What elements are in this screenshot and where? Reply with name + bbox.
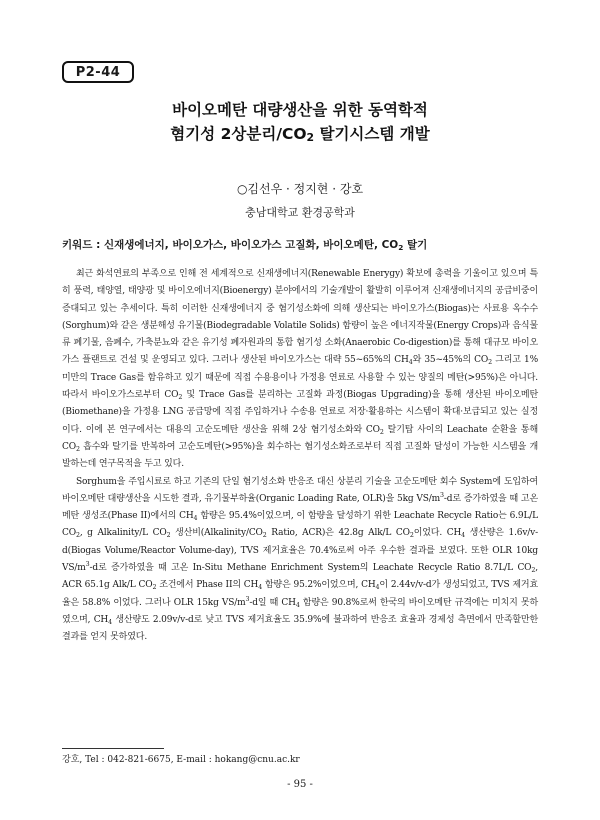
abstract-paragraph-1: 최근 화석연료의 부족으로 인해 전 세계적으로 신재생에너지(Renewable Enerygy) 확보에 총력을 기울이고 있으며 특히 풍력, 태양열, 태양광 및 바이오에너지(Bioenergy) 분야에서의 기술개발이 활발히 이루어져 신재생에너지의 공급비중이 증대되고 있는 추세이다. 특히 이러한 신재생에너지 중 혐기성소화에 의해 생산되는 바이오가스(Biogas)는 사료용 옥수수(Sorghum)와 같은 생분해성 유기물(Biodegradable Volatile Solids) 함량이 높은 에너지작물(Energy Crops)과 음식물류 폐기물, 음폐수, 가축분뇨와 같은 유기성 폐자원과의 통합 혐기성 소화(Anaerobic Co-digestion)를 통해 대규모 바이오가스 플랜트로 건설 및 운영되고 있다. 그러나 생산된 바이오가스는 대략 55~65%의 $CH_4$와 35~45%의 $CO_2$ 그리고 1% 미만의 Trace Gas를 함유하고 있기 때문에 직접 수용용이나 가정용 연료로 사용할 수 있는 양질의 메탄(>95%)은 아니다. 따라서 바이오가스로부터 $CO_2$ 및 Trace Gas를 분리하는 고질화 과정(Biogas Upgrading)을 통해 생산된 바이오메탄(Biomethane)을 가정용 LNG 공급망에 직접 주입하거나 수송용 연료로 저장·활용하는 시스템이 확대·보급되고 있는 실정이다. 이에 본 연구에서는 대용의 고순도메탄 생산을 위해 2상 혐기성소화와 $CO_2$ 탈기탑 사이의 Leachate 순환을 통해 $CO_2$ 흡수와 탈기를 반복하여 고순도메탄(>95%)을 회수하는 혐기성소화조로부터 직접 고질화 달성이 가능한 시스템을 개발하는데 연구목적을 두고 있다.: [62, 269, 539, 470]
abstract-body: [62, 266, 538, 647]
abstract-paragraph-2: Sorghum을 주입시료로 하고 기존의 단일 혐기성소화 반응조 대신 상분리 기술을 고순도메탄 회수 System에 도입하여 바이오메탄 대량생산을 시도한 결과, 유기물부하율(Organic Loading Rate, OLR)을 5kg $VS/m^3-d$로 증가하였을 때 고온 메탄 생성조(Phase II)에서의 $CH_4$ 함량은 95.4%이었으며, 이 함량을 달성하기 위한 Leachate Recycle Ratio는 6.9L/L $CO_2$, g Alkalinity/L $CO_2$ 생산비($Alkalinity/CO_2$ Ratio, ACR)은 42.8g Alk/L $CO_2$이었다. $CH_4$ 생산량은 1.6v/v-d(Biogas Volume/Reactor Volume-day), TVS 제거효율은 70.4%로써 아주 우수한 결과를 보였다. 또한 OLR 10kg $VS/m^3-d$로 증가하였을 때 고온 In-Situ Methane Enrichment System의 Leachate Recycle Ratio 8.7L/L $CO_2$, ACR 65.1g Alk/L $CO_2$ 조건에서 Phase II의 $CH_4$ 함량은 95.2%이었으며, $CH_4$이 2.44v/v-d가 생성되었고, TVS 제거효율은 58.8% 이었다. 그러나 OLR 15kg $VS/m^3-d$일 때 $CH_4$ 함량은 90.8%로써 한국의 바이오메탄 규격에는 미치지 못하였으며, $CH_4$ 생산량도 2.09v/v-d로 낮고 TVS 제거효율도 35.9%에 불과하여 반응조 효율과 경제성 측면에서 만족할만한 결과를 얻지 못하였다.: [62, 476, 538, 643]
affiliation: 충남대학교 환경공학과: [245, 206, 355, 219]
footnote-contact: 강호, Tel : 042-821-6675, E-mail : hokang@cnu.ac.kr: [62, 755, 300, 765]
title-line-2: 혐기성 2상분리$/CO_2$ 탈기시스템 개발: [170, 125, 430, 144]
page-number: - 95 -: [287, 779, 313, 790]
footnote-divider: [62, 748, 164, 749]
keywords: 키워드 : 신재생에너지, 바이오가스, 바이오가스 고질화, 바이오메탄, $CO_2$ 탈기: [62, 239, 428, 252]
title-line-1: 바이오메탄 대량생산을 위한 동역학적: [172, 101, 428, 119]
paper-id-badge: P2-44: [62, 61, 134, 83]
author-list: ○김선우 · 정지현 · 강호: [236, 182, 364, 196]
